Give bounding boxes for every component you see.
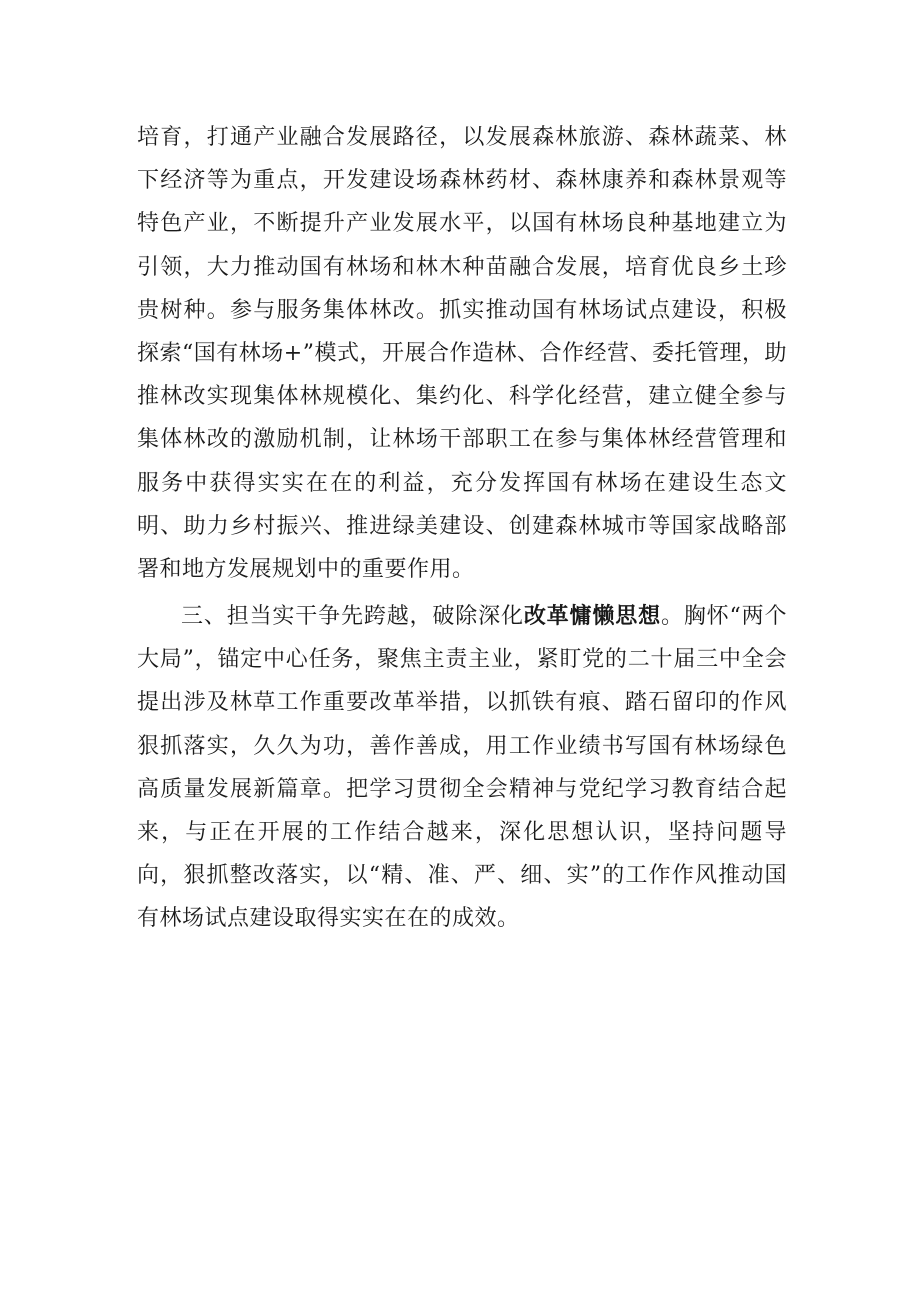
paragraph-2-rest: 。胸怀“两个大局”，锚定中心任务，聚焦主责主业，紧盯党的二十届三中全会提出涉及林草工作重要改革举措，以抓铁有痕、踏石留印的作风狠抓落实，久久为功，善作善成，用工作业绩书写国有林场绿色高质量发展新篇章。把学习贯彻全会精神与党纪学习教育结合起来，与正在开展的工作结合越来，深化思想认识，坚持问题导向，狠抓整改落实，以“精、准、严、细、实”的工作作风推动国有林场试点建设取得实实在在的成效。 bbox=[137, 604, 787, 932]
body-paragraph-2 bbox=[137, 595, 787, 941]
paragraph-2-bold-phrase: 改革慵懒思想 bbox=[523, 603, 661, 629]
paragraph-1-text: 培育，打通产业融合发展路径，以发展森林旅游、森林蔬菜、林下经济等为重点，开发建设场森林药材、森林康养和森林景观等特色产业，不断提升产业发展水平，以国有林场良种基地建立为引领，大力推动国有林场和林木种苗融合发展，培育优良乡土珍贵树种。参与服务集体林改。抓实推动国有林场试点建设，积极探索“国有林场+”模式，开展合作造林、合作经营、委托管理，助推林改实现集体林规模化、集约化、科学化经营，建立健全参与集体林改的激励机制，让林场干部职工在参与集体林经营管理和服务中获得实实在在的利益，充分发挥国有林场在建设生态文明、助力乡村振兴、推进绿美建设、创建森林城市等国家战略部署和地方发展规划中的重要作用。 bbox=[137, 125, 787, 583]
body-paragraph-1 bbox=[137, 116, 787, 591]
paragraph-2-lead: 三、担当实干争先跨越，破除深化 bbox=[181, 604, 524, 629]
